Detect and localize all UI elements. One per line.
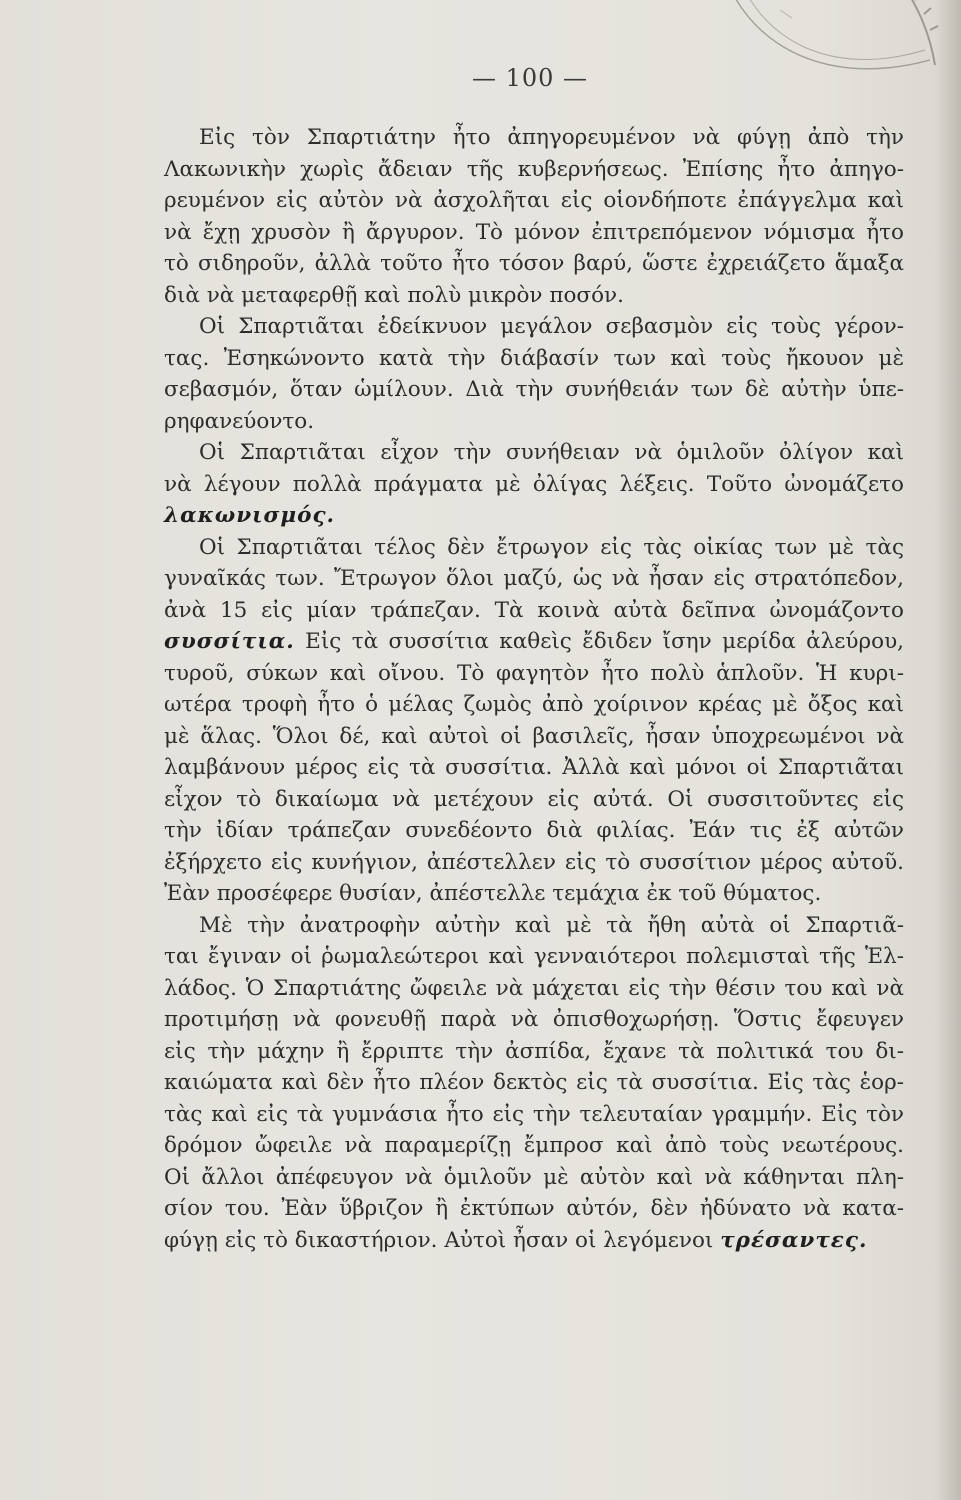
page-edge-shadow	[935, 0, 961, 1500]
paragraph	[164, 532, 904, 910]
text-line: εἰς τὴν μάχην ἢ ἔρριπτε τὴν ἀσπίδα, ἔχανε τὰ πολιτικά του δι-	[164, 1038, 904, 1064]
text-fragment: Εἰς τὰ συσσίτια καθεὶς ἔδιδεν ἴσην μερίδα ἀλεύρου,	[294, 629, 904, 654]
emphasized-term: τρέσαντες.	[720, 1227, 868, 1253]
text-line: ται ἔγιναν οἱ ῥωμαλεώτεροι καὶ γενναιότεροι πολεμισταὶ τῆς Ἑλ-	[164, 944, 904, 969]
text-line: Ἐὰν προσέφερε θυσίαν, ἀπέστελλε τεμάχια ἐκ τοῦ θύματος.	[164, 881, 822, 906]
text-line: νὰ ἔχῃ χρυσὸν ἢ ἄργυρον. Τὸ μόνον ἐπιτρεπόμενον νόμισμα ἦτο	[164, 219, 904, 245]
text-line: Οἱ Σπαρτιᾶται τέλος δὲν ἔτρωγον εἰς τὰς οἰκίας των μὲ τὰς	[199, 534, 904, 560]
text-line: μὲ ἅλας. Ὅλοι δέ, καὶ αὐτοὶ οἱ βασιλεῖς, ἦσαν ὑποχρεωμένοι νὰ	[164, 723, 904, 749]
page-number: — 100 —	[471, 64, 589, 92]
text-line: προτιμήσῃ νὰ φονευθῇ παρὰ νὰ ὀπισθοχωρήσῃ. Ὅστις ἔφευγεν	[164, 1007, 904, 1032]
paragraph	[164, 437, 904, 532]
text-line	[164, 500, 904, 532]
text-fragment: φύγῃ εἰς τὸ δικαστήριον. Αὐτοὶ ἦσαν οἱ λεγόμενοι	[164, 1227, 721, 1253]
text-line: τὸ σιδηροῦν, ἀλλὰ τοῦτο ἦτο τόσον βαρύ, ὥστε ἐχρειάζετο ἅμαξα	[164, 251, 904, 276]
emphasized-term: λακωνισμός.	[164, 503, 336, 528]
text-line: Εἰς τὸν Σπαρτιάτην ἦτο ἀπηγορευμένον νὰ φύγῃ ἀπὸ τὴν	[199, 125, 904, 150]
text-line: καιώματα καὶ δὲν ἦτο πλέον δεκτὸς εἰς τὰ συσσίτια. Εἰς τὰς ἑορ-	[164, 1070, 904, 1095]
text-line: τας. Ἐσηκώνοντο κατὰ τὴν διάβασίν των καὶ τοὺς ἤκουον μὲ	[164, 345, 904, 371]
text-line: Οἱ Σπαρτιᾶται ἐδείκνυον μεγάλον σεβασμὸν εἰς τοὺς γέρον-	[199, 314, 904, 339]
text-line: ἀνὰ 15 εἰς μίαν τράπεζαν. Τὰ κοινὰ αὐτὰ δεῖπνα ὠνομάζοντο	[164, 597, 904, 623]
text-line: σίον του. Ἐὰν ὕβριζον ἢ ἐκτύπων αὐτόν, δὲν ἠδύνατο νὰ κατα-	[164, 1196, 904, 1221]
text-line: Οἱ Σπαρτιᾶται εἶχον τὴν συνήθειαν νὰ ὁμιλοῦν ὀλίγον καὶ	[199, 440, 904, 465]
paragraph	[164, 910, 904, 1257]
text-line: νὰ λέγουν πολλὰ πράγματα μὲ ὀλίγας λέξεις. Τοῦτο ὠνομάζετο	[164, 471, 904, 497]
text-line: τὴν ἰδίαν τράπεζαν συνεδέοντο διὰ φιλίας. Ἐάν τις ἐξ αὐτῶν	[164, 818, 904, 843]
text-line: εἶχον τὸ δικαίωμα νὰ μετέχουν εἰς αὐτά. Οἱ συσσιτοῦντες εἰς	[164, 786, 904, 812]
text-line: Μὲ τὴν ἀνατροφὴν αὐτὴν καὶ μὲ τὰ ἤθη αὐτὰ οἱ Σπαρτιᾶ-	[199, 912, 904, 938]
text-line: ρευμένον εἰς αὐτὸν νὰ ἀσχολῆται εἰς οἱονδήποτε ἐπάγγελμα καὶ	[164, 188, 904, 213]
paragraph	[164, 122, 904, 311]
text-line: διὰ νὰ μεταφερθῇ καὶ πολὺ μικρὸν ποσόν.	[164, 282, 624, 308]
text-line: δρόμον ὤφειλε νὰ παραμερίζῃ ἔμπροσ καὶ ἀπὸ τοὺς νεωτέρους.	[164, 1133, 904, 1158]
text-line: ρηφανεύοντο.	[164, 408, 315, 434]
text-line: λάδος. Ὁ Σπαρτιάτης ὤφειλε νὰ μάχεται εἰς τὴν θέσιν του καὶ νὰ	[164, 975, 904, 1001]
text-line: Οἱ ἄλλοι ἀπέφευγον νὰ ὁμιλοῦν μὲ αὐτὸν καὶ νὰ κάθηνται πλη-	[164, 1164, 904, 1190]
emphasized-term: συσσίτια.	[164, 629, 295, 654]
text-line	[164, 1225, 904, 1257]
body-text	[164, 122, 904, 1256]
text-line: τὰς καὶ εἰς τὰ γυμνάσια ἦτο εἰς τὴν τελευταίαν γραμμήν. Εἰς τὸν	[164, 1101, 904, 1127]
text-line: γυναῖκάς των. Ἔτρωγον ὅλοι μαζύ, ὡς νὰ ἦσαν εἰς στρατόπεδον,	[164, 566, 904, 591]
text-line: τυροῦ, σύκων καὶ οἴνου. Τὸ φαγητὸν ἦτο πολὺ ἁπλοῦν. Ἡ κυρι-	[164, 660, 904, 686]
paragraph	[164, 311, 904, 437]
text-line: Λακωνικὴν χωρὶς ἄδειαν τῆς κυβερνήσεως. Ἐπίσης ἦτο ἀπηγο-	[164, 156, 904, 182]
text-line: ἐξήρχετο εἰς κυνήγιον, ἀπέστελλεν εἰς τὸ συσσίτιον μέρος αὐτοῦ.	[164, 849, 904, 875]
text-line: ωτέρα τροφὴ ἦτο ὁ μέλας ζωμὸς ἀπὸ χοίρινον κρέας μὲ ὄξος καὶ	[164, 692, 904, 717]
text-line: λαμβάνουν μέρος εἰς τὰ συσσίτια. Ἀλλὰ καὶ μόνοι οἱ Σπαρτιᾶται	[164, 755, 904, 780]
text-line	[164, 626, 904, 658]
text-line: σεβασμόν, ὅταν ὡμίλουν. Διὰ τὴν συνήθειάν των δὲ αὐτὴν ὑπε-	[164, 377, 904, 402]
